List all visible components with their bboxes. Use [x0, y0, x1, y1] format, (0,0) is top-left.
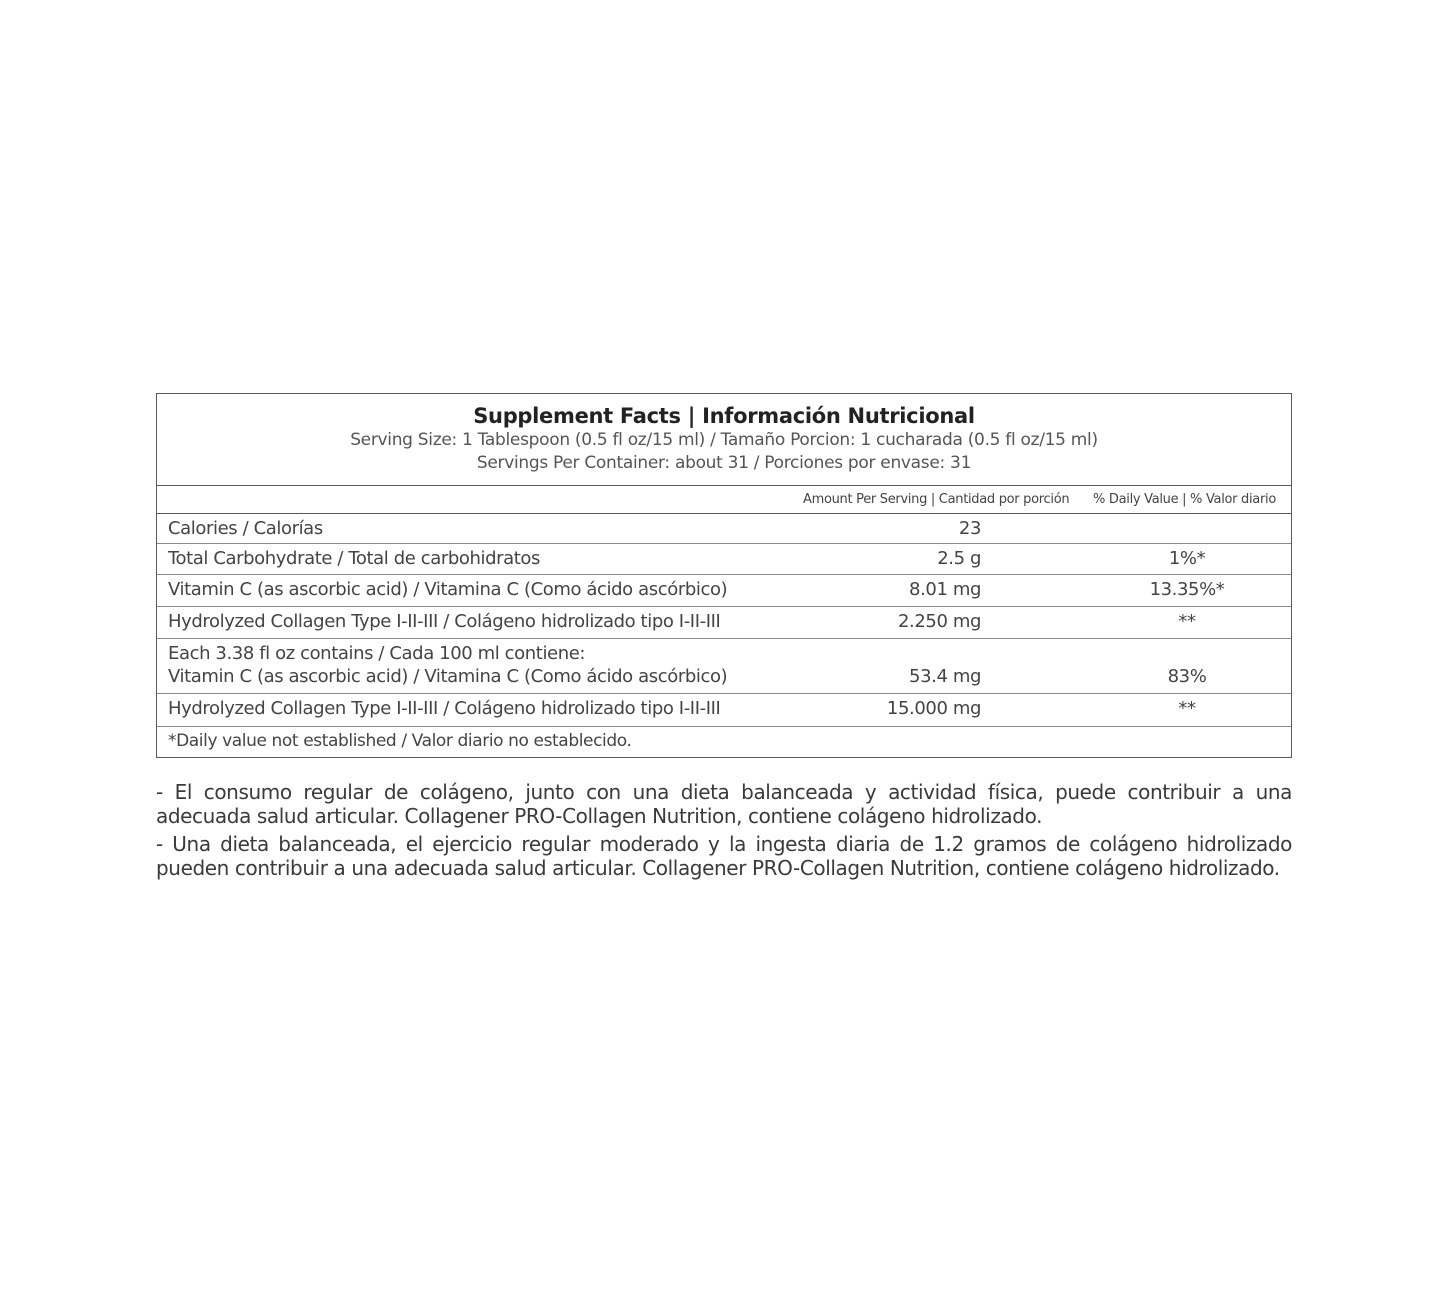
serving-size: Serving Size: 1 Tablespoon (0.5 fl oz/15 ml) / Tamaño Porcion: 1 cucharada (0.5 fl oz/15 ml): [350, 430, 1098, 450]
row-label: Total Carbohydrate / Total de carbohidratos: [168, 548, 541, 569]
facts-header: [157, 394, 1291, 486]
amount-column-header: Amount Per Serving | Cantidad por porción: [803, 492, 1070, 507]
row-amount: 53.4 mg: [909, 666, 981, 687]
health-claim-1: - El consumo regular de colágeno, junto con una dieta balanceada y actividad física, puede contribuir a una adecuada salud articular. Collagener PRO-Collagen Nutrition, contiene colágeno hidrolizado.: [156, 780, 1292, 828]
row-label: Vitamin C (as ascorbic acid) / Vitamina C (Como ácido ascórbico): [168, 666, 728, 687]
per100-heading: Each 3.38 fl oz contains / Cada 100 ml contiene:: [168, 643, 586, 664]
table-row-per100-collagen: [157, 694, 1291, 727]
health-claim-2: - Una dieta balanceada, el ejercicio regular moderado y la ingesta diaria de 1.2 gramos de colágeno hidrolizado pueden contribuir a una adecuada salud articular. Collagener PRO-Collagen Nutrition, contiene colágeno hidrolizado.: [156, 832, 1292, 880]
row-daily-value: **: [1178, 611, 1196, 632]
daily-value-column-header: % Daily Value | % Valor diario: [1093, 492, 1276, 507]
facts-title: Supplement Facts | Información Nutricional: [473, 404, 975, 428]
row-label: Calories / Calorías: [168, 518, 323, 539]
row-amount: 2.250 mg: [897, 611, 981, 632]
health-claims: [156, 780, 1292, 884]
row-label: Vitamin C (as ascorbic acid) / Vitamina C (Como ácido ascórbico): [168, 579, 728, 600]
row-daily-value: **: [1178, 698, 1196, 719]
supplement-facts-panel: [156, 393, 1292, 758]
table-row-calories: [157, 514, 1291, 544]
servings-per-container: Servings Per Container: about 31 / Porciones por envase: 31: [476, 453, 972, 473]
row-daily-value: 83%: [1167, 666, 1207, 687]
row-label: Hydrolyzed Collagen Type I-II-III / Colágeno hidrolizado tipo I-II-III: [168, 698, 721, 719]
table-footnote: [157, 727, 1291, 758]
row-amount: 2.5 g: [937, 548, 981, 569]
row-amount: 8.01 mg: [909, 579, 981, 600]
table-row-vitamin-c: [157, 575, 1291, 607]
footnote-text: *Daily value not established / Valor diario no establecido.: [168, 731, 632, 751]
table-row-collagen: [157, 607, 1291, 639]
row-amount: 15.000 mg: [886, 698, 981, 719]
table-row-per100-vitamin-c: [157, 639, 1291, 694]
row-daily-value: 13.35%*: [1149, 579, 1225, 600]
row-daily-value: 1%*: [1168, 548, 1206, 569]
column-headers: [157, 486, 1291, 514]
row-amount: 23: [958, 518, 981, 539]
table-row-carbohydrate: [157, 544, 1291, 575]
row-label: Hydrolyzed Collagen Type I-II-III / Colágeno hidrolizado tipo I-II-III: [168, 611, 721, 632]
